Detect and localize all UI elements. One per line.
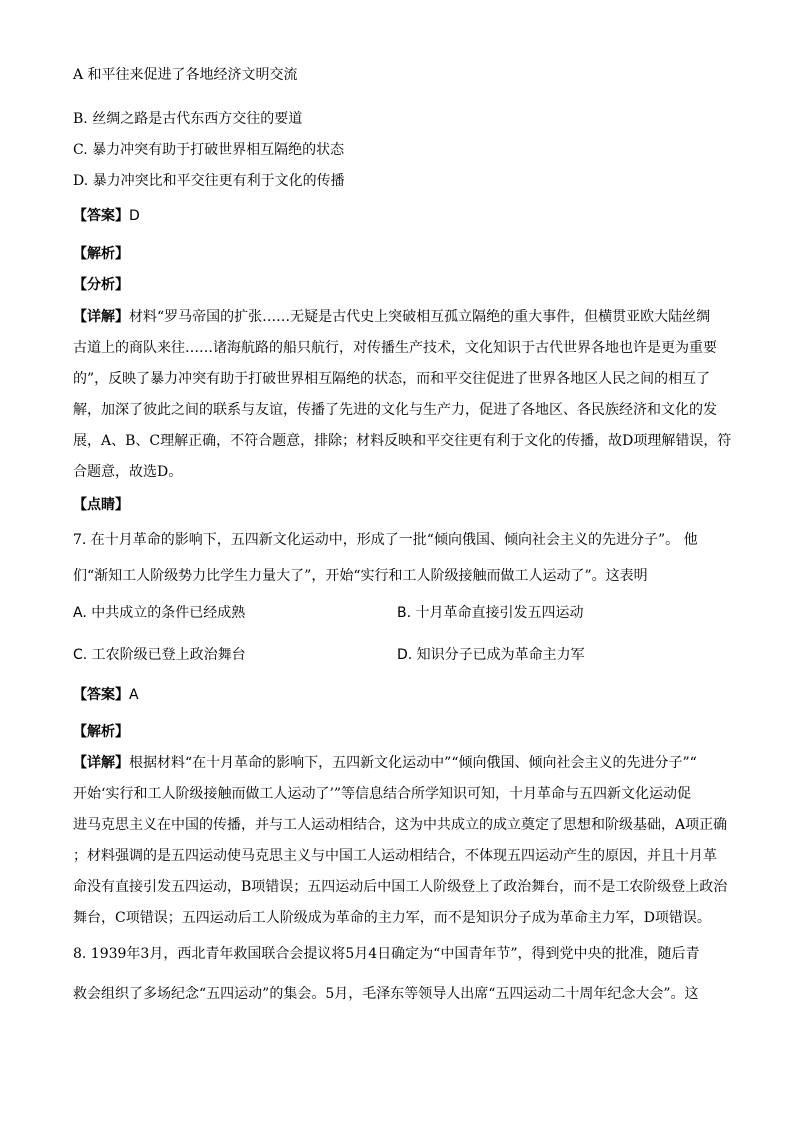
xiangjie-label: 【详解】	[73, 755, 129, 771]
answer-value: D	[129, 208, 140, 224]
q8-stem-line-1: 8. 1939年3月，西北青年救国联合会提议将5月4日确定为“中国青年节”，得到党中央的批准，随后青	[73, 946, 700, 962]
q6-xiangjie-line-2: 古道上的商队来往……诸海航路的船只航行，对传播生产技术，文化知识于古代世界各地也许是更为重要	[73, 340, 717, 356]
q6-jiexi-label: 【解析】	[73, 246, 129, 262]
q8-stem-line-2: 救会组织了多场纪念“五四运动”的集会。5月，毛泽东等领导人出席“五四运动二十周年纪念大会”。这	[73, 986, 699, 1002]
q6-fenxi-label: 【分析】	[73, 277, 129, 293]
q6-dianjing-label: 【点睛】	[73, 497, 129, 513]
q7-option-d: D. 知识分子已成为革命主力军	[397, 647, 585, 663]
q6-option-b: B. 丝绸之路是古代东西方交往的要道	[73, 111, 303, 127]
answer-label: 【答案】	[73, 687, 129, 703]
q7-jiexi-label: 【解析】	[73, 724, 129, 740]
q7-option-b: B. 十月革命直接引发五四运动	[397, 605, 584, 621]
q6-answer	[73, 207, 140, 225]
q6-option-d: D. 暴力冲突比和平交往更有利于文化的传播	[73, 173, 345, 189]
q6-xiangjie-line-1	[73, 308, 710, 326]
q7-stem-line-1: 7. 在十月革命的影响下，五四新文化运动中，形成了一批“倾向俄国、倾向社会主义的先进分子”。 他	[73, 532, 698, 548]
q7-xiangjie-line-2: 开始‘实行和工人阶级接触而做工人运动了’”等信息结合所学知识可知，十月革命与五四新文化运动促	[73, 786, 692, 802]
q7-option-a: A. 中共成立的条件已经成熟	[73, 605, 246, 621]
q7-option-c: C. 工农阶级已登上政治舞台	[73, 647, 246, 663]
q7-xiangjie-line-5: 命没有直接引发五四运动，B项错误；五四运动后中国工人阶级登上了政治舞台，而不是工农阶级登上政治	[73, 879, 728, 895]
q7-stem-line-2: 们“渐知工人阶级势力比学生力量大了”，开始“实行和工人阶级接触而做工人运动了”。这表明	[73, 568, 648, 584]
q7-xiangjie-line-3: 进马克思主义在中国的传播，并与工人运动相结合，这为中共成立的成立奠定了思想和阶级基础，A项正确	[73, 817, 728, 833]
answer-label: 【答案】	[73, 208, 129, 224]
q6-option-a: A 和平往来促进了各地经济文明交流	[73, 67, 298, 83]
q7-xiangjie-line-6: 舞台，C项错误；五四运动后工人阶级成为革命的主力军，而不是知识分子成为革命主力军，D项错误。	[73, 910, 711, 926]
q6-option-c: C. 暴力冲突有助于打破世界相互隔绝的状态	[73, 142, 345, 158]
q6-xiangjie-line-6: 合题意，故选D。	[73, 464, 183, 480]
q6-xiangjie-line-3: 的”，反映了暴力冲突有助于打破世界相互隔绝的状态，而和平交往促进了世界各地区人民之间的相互了	[73, 371, 711, 387]
q6-xiangjie-line-4: 解，加深了彼此之间的联系与友谊，传播了先进的文化与生产力，促进了各地区、各民族经济和文化的发	[73, 402, 717, 418]
q7-answer	[73, 686, 139, 704]
q6-xiangjie-line-5: 展，A、B、C理解正确，不符合题意，排除；材料反映和平交往更有利于文化的传播，故D项理解错误，符	[73, 433, 732, 449]
xiangjie-text: 根据材料“在十月革命的影响下，五四新文化运动中”“倾向俄国、倾向社会主义的先进分子”“	[129, 755, 697, 771]
q7-xiangjie-line-1	[73, 754, 697, 772]
xiangjie-text: 材料“罗马帝国的扩张……无疑是古代史上突破相互孤立隔绝的重大事件，但横贯亚欧大陆丝绸	[129, 309, 711, 325]
xiangjie-label: 【详解】	[73, 309, 129, 325]
answer-value: A	[129, 687, 139, 703]
q7-xiangjie-line-4: ；材料强调的是五四运动使马克思主义与中国工人运动相结合，不体现五四运动产生的原因，并且十月革	[73, 848, 717, 864]
